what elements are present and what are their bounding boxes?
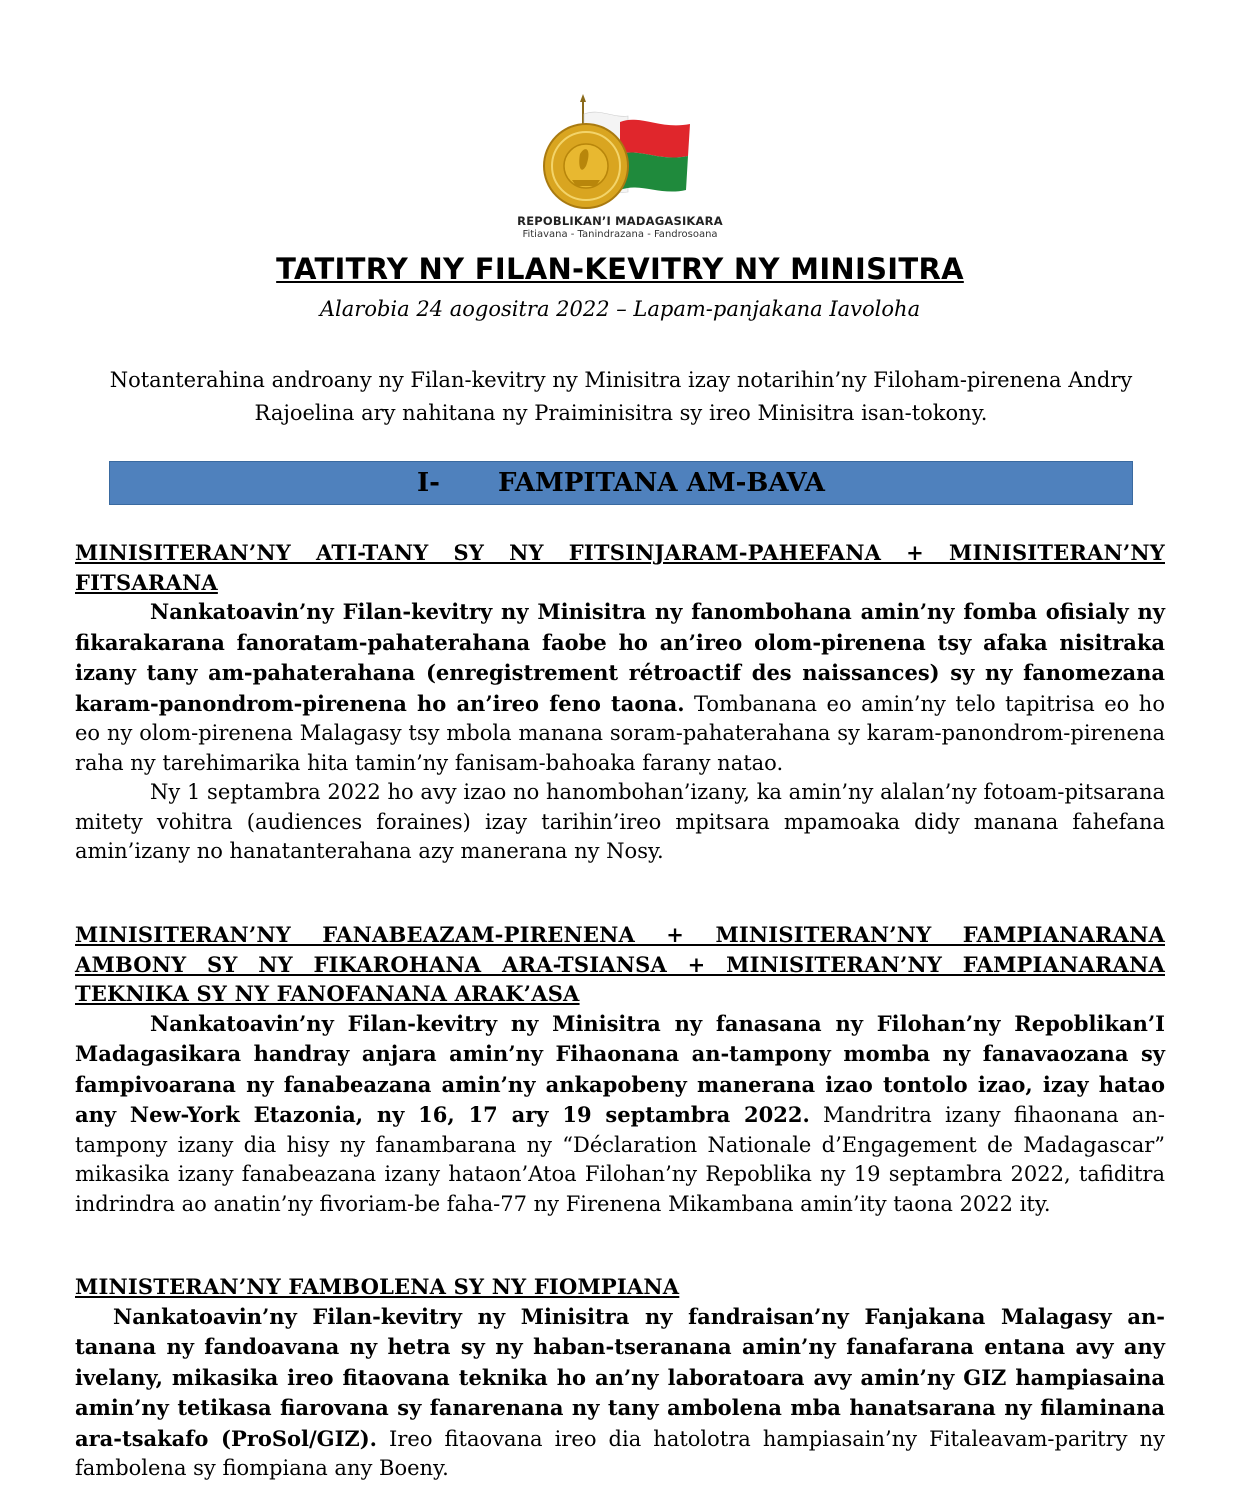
logo-motto: Fitiavana - Tanindrazana - Fandrosoana — [522, 229, 718, 240]
paragraph-bold-text: Nankatoavin’ny Filan-kevitry ny Minisitra ny fanasana ny Filohan’ny Repoblikan’I Madagasikara handray anjara amin’ny Fihaonana an-tampony momba ny fanavaozana sy fampivoarana ny fanabeazana amin’ny ankapobeny manerana izao tontolo izao, izay hatao any New-York Etazonia, ny 16, 17 ary 19 septambra 2022. — [75, 1010, 1165, 1127]
item-paragraph — [75, 1009, 1165, 1220]
item-fanabeazana — [75, 920, 1165, 1219]
logo-title: REPOBLIKAN’I MADAGASIKARA — [517, 214, 723, 228]
item-heading: MINISITERAN’NY FANABEAZAM-PIRENENA + MINISITERAN’NY FAMPIANARANA AMBONY SY NY FIKAROHANA ARA-TSIANSA + MINISITERAN’NY FAMPIANARANA TEKNIKA SY NY FANOFANANA ARAK’ASA — [75, 922, 1165, 1006]
section-header — [109, 461, 1133, 505]
item-paragraph: Ny 1 septambra 2022 ho avy izao no hanombohan’izany, ka amin’ny alalan’ny fotoam-pitsarana mitety vohitra (audiences foraines) izay tarihin’ireo mpitsara mpamoaka didy manana fahefana amin’izany no hanatanterahana azy manerana ny Nosy. — [75, 780, 1165, 863]
item-paragraph — [75, 597, 1165, 778]
paragraph-bold-text: Nankatoavin’ny Filan-kevitry ny Minisitra ny fanombohana amin’ny fomba ofisialy ny fikarakarana fanoratam-pahaterahana faobe ho an’ireo olom-pirenena tsy afaka nisitraka izany tany am-pahaterahana (enregistrement rétroactif des naissances) sy ny fanomezana karam-panondrom-pirenena ho an’ireo feno taona. — [75, 599, 1165, 716]
item-heading: MINISITERAN’NY ATI-TANY SY NY FITSINJARAM-PAHEFANA + MINISITERAN’NY FITSARANA — [75, 540, 1165, 595]
paragraph-text: Mandritra izany fihaonana an-tampony izany dia hisy ny fanambarana ny “Déclaration Nationale d’Engagement de Madagascar” mikasika izany fanabeazana izany hataon’Atoa Filohan’ny Repoblika ny 19 septambra 2022, tafiditra indrindra ao anatin’ny fivoriam-be faha-77 ny Firenena Mikambana amin’ity taona 2022 ity. — [75, 1103, 1166, 1216]
item-heading: MINISTERAN’NY FAMBOLENA SY NY FIOMPIANA — [75, 1274, 680, 1299]
document-date: Alarobia 24 aogositra 2022 – Lapam-panjakana Iavoloha — [319, 297, 921, 321]
item-atitany-fitsarana — [75, 538, 1165, 867]
section-title: FAMPITANA AM-BAVA — [497, 468, 825, 498]
republic-logo — [500, 94, 740, 244]
paragraph-bold-text: Nankatoavin’ny Filan-kevitry ny Minisitra ny fandraisan’ny Fanjakana Malagasy an-tanana ny fandoavana ny hetra sy ny haban-tseranana amin’ny fanafarana entana avy any ivelany, mikasika ireo fitaovana teknika ho an’ny laboratoara avy amin’ny GIZ hampiasaina amin’ny tetikasa fiarovana sy fanarenana ny tany ambolena mba hanatsarana ny filaminana ara-tsakafo (ProSol/GIZ). — [75, 1303, 1165, 1451]
paragraph-text: Tombanana eo amin’ny telo tapitrisa eo ho eo ny olom-pirenena Malagasy tsy mbola manana soram-pahaterahana sy karam-panondrom-pirenena raha ny tarehimarika hita tamin’ny fanisam-bahoaka farany natao. — [75, 691, 1165, 775]
document-title: TATITRY NY FILAN-KEVITRY NY MINISITRA — [276, 252, 964, 286]
intro-paragraph: Notanterahina androany ny Filan-kevitry ny Minisitra izay notarihin’ny Filoham-pirenena Andry Rajoelina ary nahitana ny Praiminisitra sy ireo Minisitra isan-tokony. — [109, 368, 1133, 425]
item-paragraph — [75, 1302, 1165, 1484]
item-fambolena — [75, 1272, 1165, 1484]
section-number: I- — [417, 468, 440, 498]
paragraph-text: Ireo fitaovana ireo dia hatolotra hampiasain’ny Fitaleavam-paritry ny fambolena sy fiompiana any Boeny. — [75, 1426, 1165, 1480]
seal-and-flag-icon — [500, 94, 740, 214]
